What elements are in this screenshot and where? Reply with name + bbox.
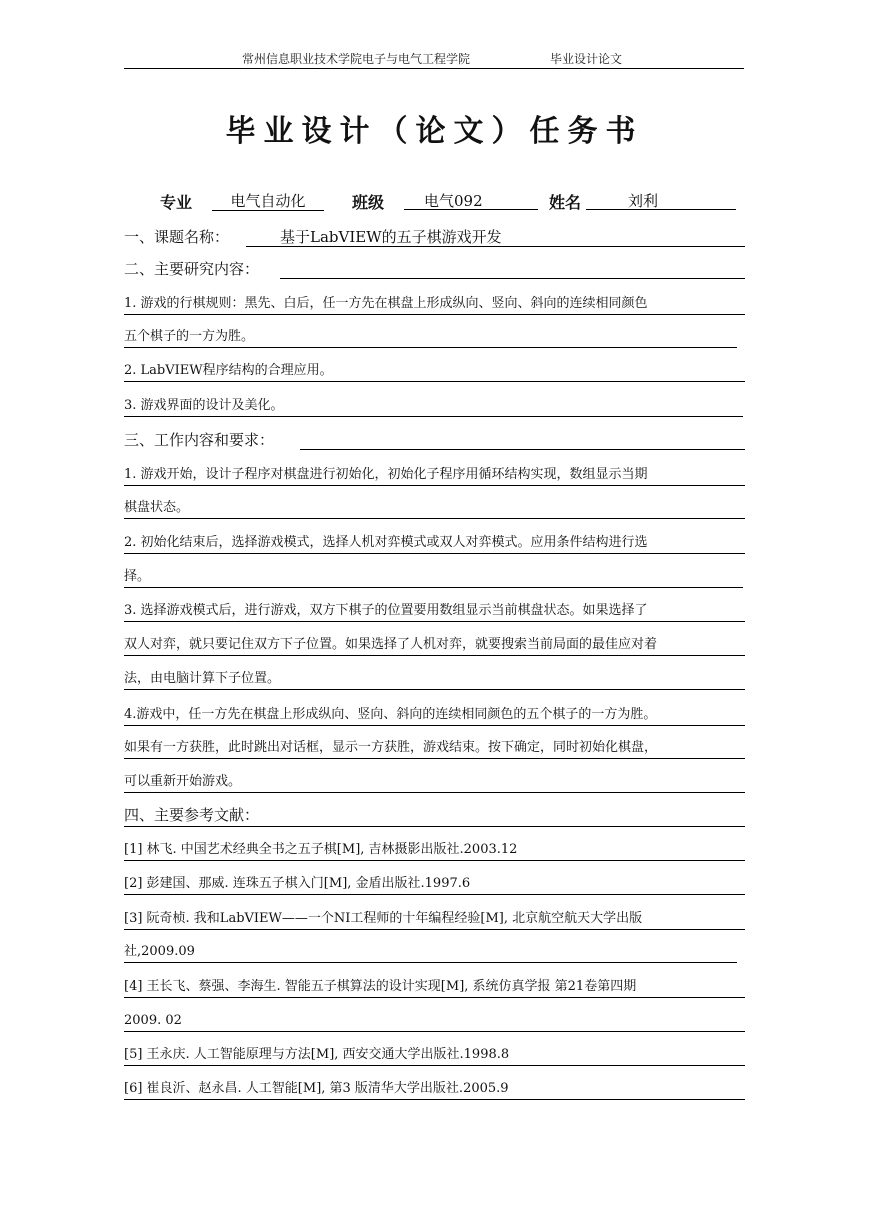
- requirements-line: 4.游戏中，任一方先在棋盘上形成纵向、竖向、斜向的连续相同颜色的五个棋子的一方为胜。: [124, 705, 745, 726]
- page-title: 毕业设计（论文）任务书: [225, 114, 644, 149]
- requirements-line: 双人对弈，就只要记住双方下子位置。如果选择了人机对弈，就要搜索当前局面的最佳应对着: [124, 635, 745, 656]
- research-label-line: [280, 258, 745, 279]
- requirements-label-line: [300, 429, 745, 450]
- research-line: 1. 游戏的行棋规则：黑先、白后，任一方先在棋盘上形成纵向、竖向、斜向的连续相同颜色: [124, 294, 745, 315]
- major-label: 专业: [160, 193, 193, 212]
- reference-item: 2009. 02: [124, 1011, 745, 1032]
- page-header: [124, 48, 744, 69]
- reference-item: [4] 王长飞、蔡强、李海生. 智能五子棋算法的设计实现[M], 系统仿真学报 第21卷第四期: [124, 977, 745, 998]
- requirements-line: 2. 初始化结束后，选择游戏模式，选择人机对弈模式或双人对弈模式。应用条件结构进行选: [124, 533, 745, 554]
- research-line: 五个棋子的一方为胜。: [124, 327, 737, 348]
- header-doc-type: 毕业设计论文: [550, 52, 623, 66]
- reference-item: [3] 阮奇桢. 我和LabVIEW——一个NI工程师的十年编程经验[M], 北京航空航天大学出版: [124, 909, 745, 930]
- requirements-line: 可以重新开始游戏。: [124, 772, 745, 793]
- requirements-line: 1. 游戏开始，设计子程序对棋盘进行初始化，初始化子程序用循环结构实现，数组显示当期: [124, 465, 745, 486]
- reference-item: [6] 崔良沂、赵永昌. 人工智能[M], 第3 版清华大学出版社.2005.9: [124, 1079, 745, 1100]
- reference-item: [2] 彭建国、那威. 连珠五子棋入门[M], 金盾出版社.1997.6: [124, 874, 745, 895]
- requirements-line: 棋盘状态。: [124, 498, 745, 519]
- research-label: 二、主要研究内容：: [124, 260, 260, 278]
- class-value: 电气092: [404, 190, 538, 210]
- topic-label: 一、课题名称：: [124, 228, 230, 246]
- topic-row: [124, 226, 745, 248]
- requirements-heading: [124, 429, 745, 451]
- name-value: 刘利: [586, 190, 736, 210]
- requirements-line: 择。: [124, 567, 743, 588]
- references-heading: [124, 804, 745, 827]
- requirements-line: 3. 选择游戏模式后，进行游戏，双方下棋子的位置要用数组显示当前棋盘状态。如果选择了: [124, 601, 745, 622]
- requirements-line: 法，由电脑计算下子位置。: [124, 669, 745, 690]
- reference-item: [5] 王永庆. 人工智能原理与方法[M], 西安交通大学出版社.1998.8: [124, 1045, 745, 1066]
- class-label: 班级: [352, 193, 385, 212]
- requirements-line: 如果有一方获胜，此时跳出对话框，显示一方获胜，游戏结束。按下确定，同时初始化棋盘，: [124, 738, 745, 759]
- references-label: 四、主要参考文献：: [124, 806, 260, 824]
- research-line: 3. 游戏界面的设计及美化。: [124, 396, 743, 417]
- major-value: 电气自动化: [212, 190, 324, 211]
- header-school: 常州信息职业技术学院电子与电气工程学院: [242, 52, 471, 66]
- reference-item: [1] 林飞. 中国艺术经典全书之五子棋[M], 吉林摄影出版社.2003.12: [124, 840, 745, 861]
- requirements-label: 三、工作内容和要求：: [124, 431, 275, 449]
- research-line: 2. LabVIEW程序结构的合理应用。: [124, 361, 745, 382]
- reference-item: 社,2009.09: [124, 942, 737, 963]
- name-label: 姓名: [549, 193, 582, 212]
- topic-value: 基于LabVIEW的五子棋游戏开发: [246, 226, 745, 247]
- research-heading: [124, 258, 745, 280]
